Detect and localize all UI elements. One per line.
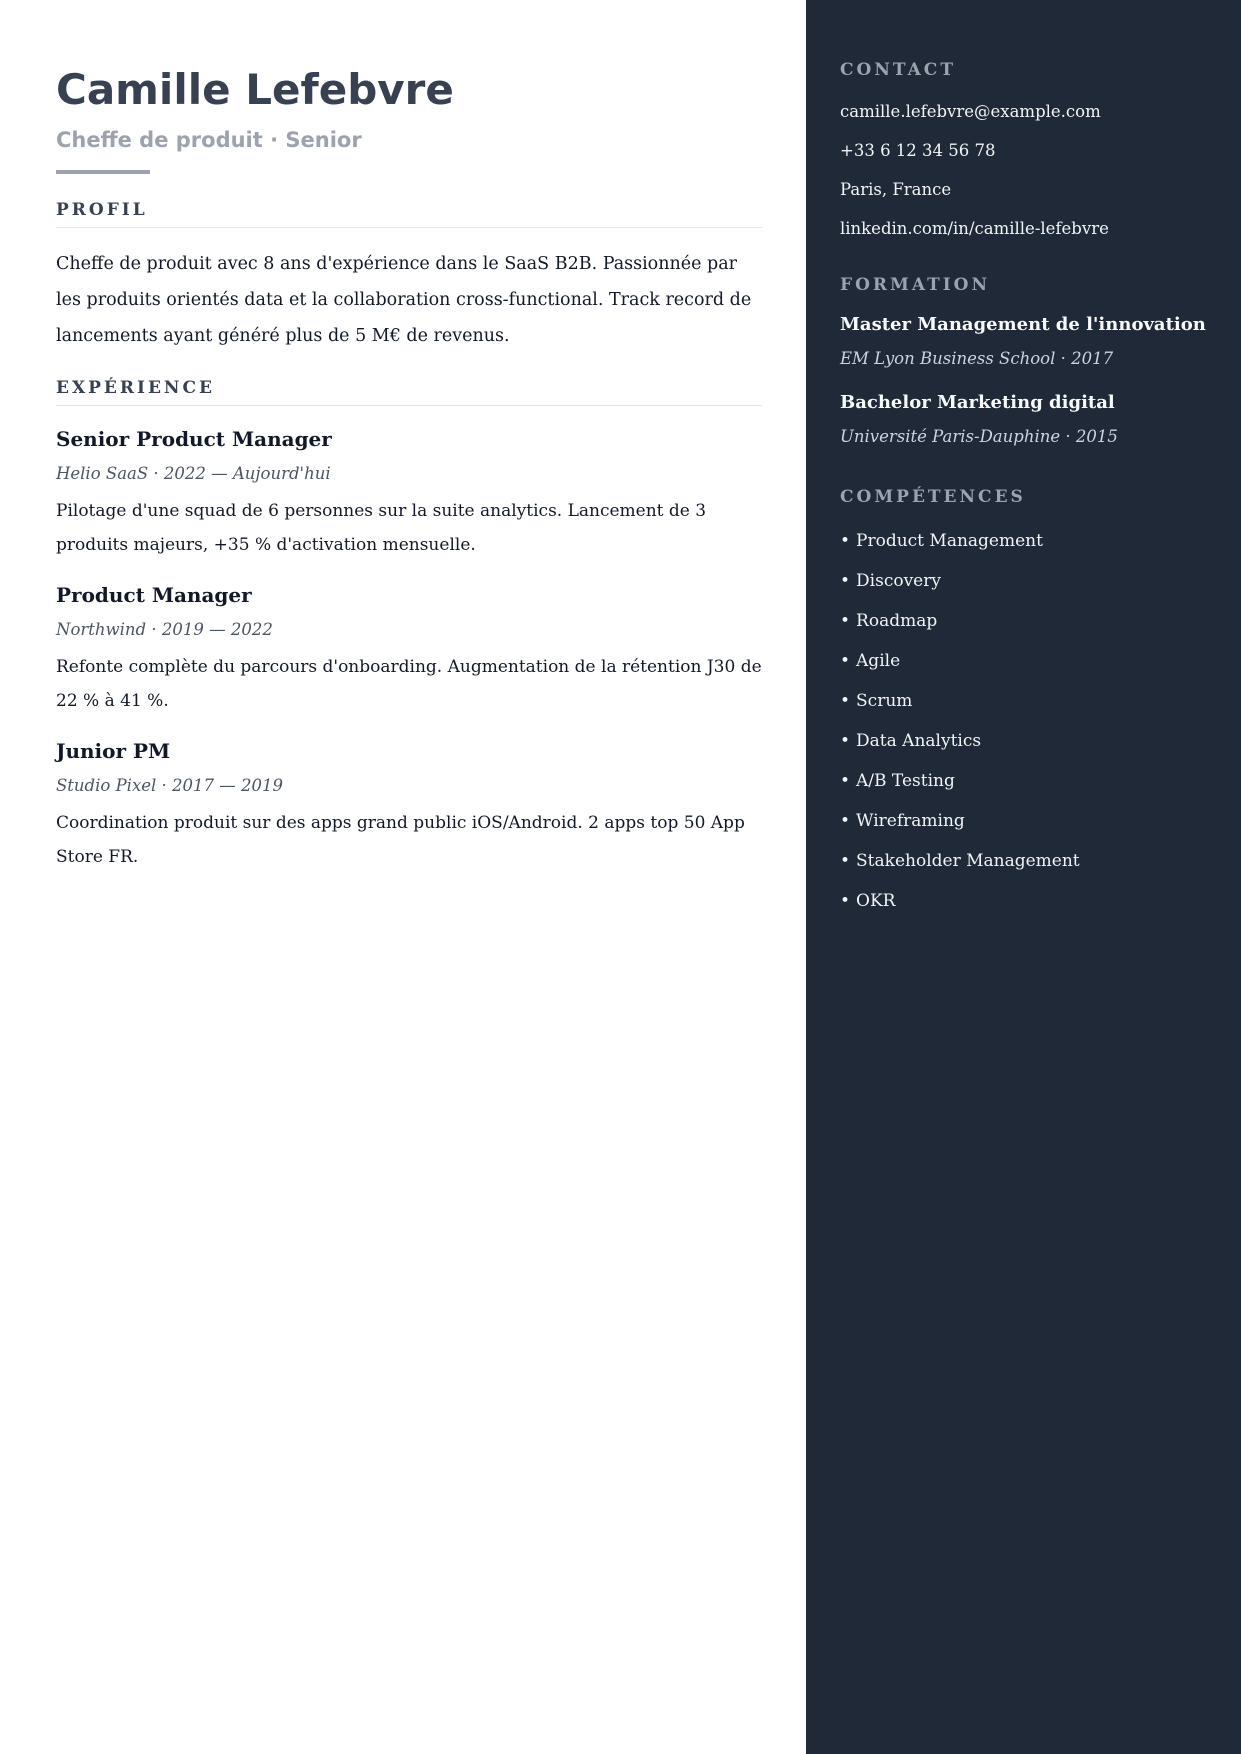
skill-label: Roadmap	[856, 611, 938, 631]
contact-location: Paris, France	[840, 180, 952, 199]
contact-list	[840, 100, 1221, 241]
job-title: Product Manager	[56, 583, 252, 607]
education-meta: EM Lyon Business School · 2017	[840, 349, 1114, 368]
job-description: Refonte complète du parcours d'onboarding. Augmentation de la rétention J30 de 22 % à 41 %.	[56, 657, 762, 711]
job-meta: Northwind · 2019 — 2022	[56, 620, 273, 639]
skill-item	[840, 569, 1221, 593]
skill-label: Scrum	[856, 691, 913, 711]
experience-heading: EXPÉRIENCE	[56, 378, 762, 406]
skill-label: Product Management	[856, 531, 1043, 551]
skill-label: Wireframing	[856, 811, 965, 831]
bullet-icon: •	[840, 691, 851, 711]
education-meta: Université Paris-Dauphine · 2015	[840, 427, 1118, 446]
job-entry	[56, 426, 762, 562]
skill-item	[840, 689, 1221, 713]
skill-item	[840, 769, 1221, 793]
contact-email[interactable]: camille.lefebvre@example.com	[840, 102, 1101, 121]
job-description: Pilotage d'une squad de 6 personnes sur la suite analytics. Lancement de 3 produits majeurs, +35 % d'activation mensuelle.	[56, 501, 707, 555]
contact-linkedin[interactable]: linkedin.com/in/camille-lefebvre	[840, 219, 1109, 238]
skill-label: Agile	[856, 651, 901, 671]
name-divider	[56, 170, 150, 174]
job-entry	[56, 582, 762, 718]
bullet-icon: •	[840, 651, 851, 671]
profile-summary: Cheffe de produit avec 8 ans d'expérience dans le SaaS B2B. Passionnée par les produits orientés data et la collaboration cross-functional. Track record de lancements ayant généré plus de 5 M€ de revenus.	[56, 254, 752, 346]
skill-item	[840, 649, 1221, 673]
job-entry	[56, 738, 762, 874]
skill-item	[840, 889, 1221, 913]
bullet-icon: •	[840, 771, 851, 791]
bullet-icon: •	[840, 611, 851, 631]
sidebar	[806, 0, 1241, 1754]
education-degree: Bachelor Marketing digital	[840, 392, 1115, 413]
skill-label: OKR	[856, 891, 896, 911]
contact-phone[interactable]: +33 6 12 34 56 78	[840, 141, 996, 160]
candidate-role: Cheffe de produit · Senior	[56, 128, 362, 152]
skill-item	[840, 609, 1221, 633]
profile-heading: PROFIL	[56, 200, 762, 228]
contact-heading: CONTACT	[840, 60, 956, 80]
job-title: Senior Product Manager	[56, 427, 332, 451]
skills-heading: COMPÉTENCES	[840, 487, 1026, 507]
education-entry	[840, 313, 1221, 371]
job-description: Coordination produit sur des apps grand public iOS/Android. 2 apps top 50 App Store FR.	[56, 813, 745, 867]
skill-item	[840, 809, 1221, 833]
skills-list	[840, 529, 1221, 913]
bullet-icon: •	[840, 811, 851, 831]
job-meta: Helio SaaS · 2022 — Aujourd'hui	[56, 464, 331, 483]
job-title: Junior PM	[56, 739, 171, 763]
skill-label: Stakeholder Management	[856, 851, 1080, 871]
skill-item	[840, 529, 1221, 553]
skill-item	[840, 729, 1221, 753]
bullet-icon: •	[840, 891, 851, 911]
skill-item	[840, 849, 1221, 873]
education-entry	[840, 391, 1221, 449]
formation-heading: FORMATION	[840, 275, 991, 295]
skill-label: Data Analytics	[856, 731, 982, 751]
bullet-icon: •	[840, 531, 851, 551]
candidate-name: Camille Lefebvre	[56, 65, 454, 114]
bullet-icon: •	[840, 851, 851, 871]
skill-label: A/B Testing	[856, 771, 955, 791]
skill-label: Discovery	[856, 571, 941, 591]
job-meta: Studio Pixel · 2017 — 2019	[56, 776, 284, 795]
bullet-icon: •	[840, 731, 851, 751]
bullet-icon: •	[840, 571, 851, 591]
education-degree: Master Management de l'innovation	[840, 314, 1206, 335]
